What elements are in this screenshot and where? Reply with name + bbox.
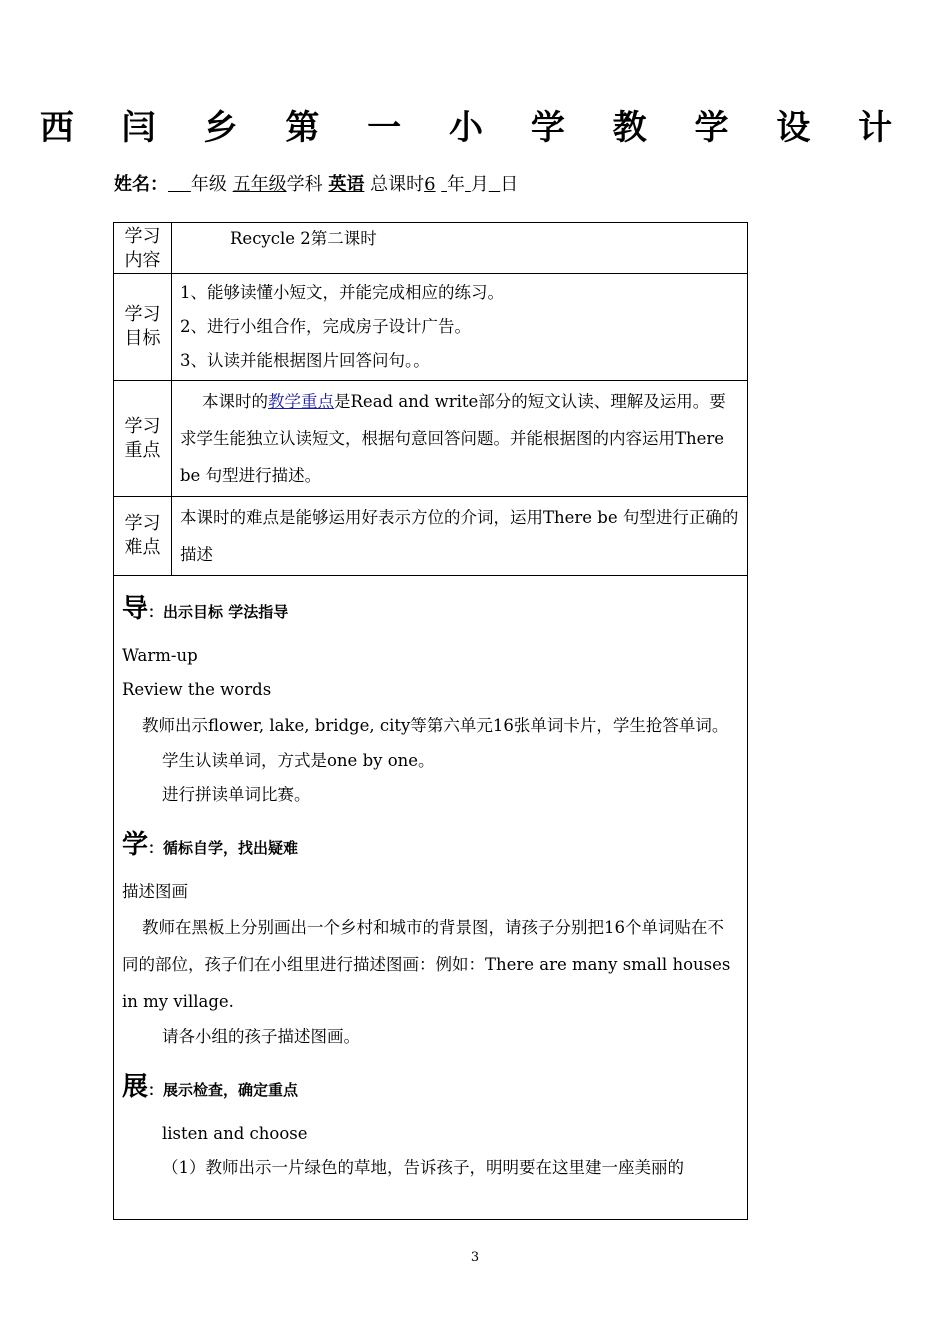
lesson-table: [113, 222, 748, 1220]
key-link[interactable]: 教学重点: [268, 392, 334, 411]
show-para: （1）教师出示一片绿色的草地，告诉孩子，明明要在这里建一座美丽的: [162, 1158, 684, 1177]
section-show: 展：展示检查，确定重点: [122, 1072, 299, 1102]
section-learn: 学：循标自学，找出疑难: [122, 830, 299, 860]
day-label: 日: [500, 174, 519, 195]
show-line: listen and choose: [162, 1124, 308, 1143]
key-text: 本课时的教学重点是Read and write部分的短文认读、理解及运用。要求学生能独立认读短文，根据句意回答问题。并能根据图的内容运用There be 句型进行描述。: [180, 392, 726, 485]
day-blank: [489, 174, 500, 195]
subject-value: 英语: [328, 174, 365, 195]
periods-value: 6: [424, 174, 436, 195]
guide-line: Warm-up: [122, 646, 198, 665]
month-label: 月: [470, 174, 489, 195]
name-label: 姓名：: [114, 174, 168, 195]
procedure-content: [114, 576, 747, 1185]
grade-value: 五年级: [232, 174, 287, 195]
key-label: 学习重点: [114, 381, 172, 497]
goal-item: 2、进行小组合作，完成房子设计广告。: [180, 317, 471, 336]
goals-cell: [172, 274, 748, 381]
goal-item: 1、能够读懂小短文，并能完成相应的练习。: [180, 283, 504, 302]
guide-para: 学生认读单词，方式是one by one。: [162, 751, 435, 770]
subject-label: 学科: [286, 174, 323, 195]
procedure-cell: [114, 576, 748, 1220]
guide-para: 进行拼读单词比赛。: [162, 785, 311, 804]
content-label: 学习内容: [114, 223, 172, 274]
content-text: Recycle 2第二课时: [230, 229, 377, 248]
learn-para: 请各小组的孩子描述图画。: [162, 1027, 360, 1046]
year-label: 年: [447, 174, 466, 195]
section-guide: 导：出示目标 学法指导: [122, 594, 289, 624]
grade-label: 年级: [190, 174, 227, 195]
info-line: [114, 170, 518, 196]
name-blank: [168, 174, 191, 195]
guide-line: Review the words: [122, 680, 272, 699]
learn-para: 教师在黑板上分别画出一个乡村和城市的背景图，请孩子分别把16个单词贴在不同的部位，孩子们在小组里进行描述图画：例如：There are many small houses in my village.: [122, 918, 731, 1011]
goal-item: 3、认读并能根据图片回答问句。。: [180, 351, 430, 370]
difficult-text: 本课时的难点是能够运用好表示方位的介词，运用There be 句型进行正确的描述: [180, 508, 739, 564]
difficult-label: 学习难点: [114, 497, 172, 576]
page-number: 3: [470, 1250, 480, 1265]
key-cell: [172, 381, 748, 497]
difficult-cell: [172, 497, 748, 576]
learn-line: 描述图画: [122, 882, 188, 901]
page-title: 西 闫 乡 第 一 小 学 教 学 设 计: [39, 108, 911, 148]
goals-label: 学习目标: [114, 274, 172, 381]
content-cell: [172, 223, 748, 274]
guide-para: 教师出示flower, lake, bridge, city等第六单元16张单词卡片，学生抢答单词。: [142, 716, 729, 735]
periods-label: 总课时: [370, 174, 425, 195]
